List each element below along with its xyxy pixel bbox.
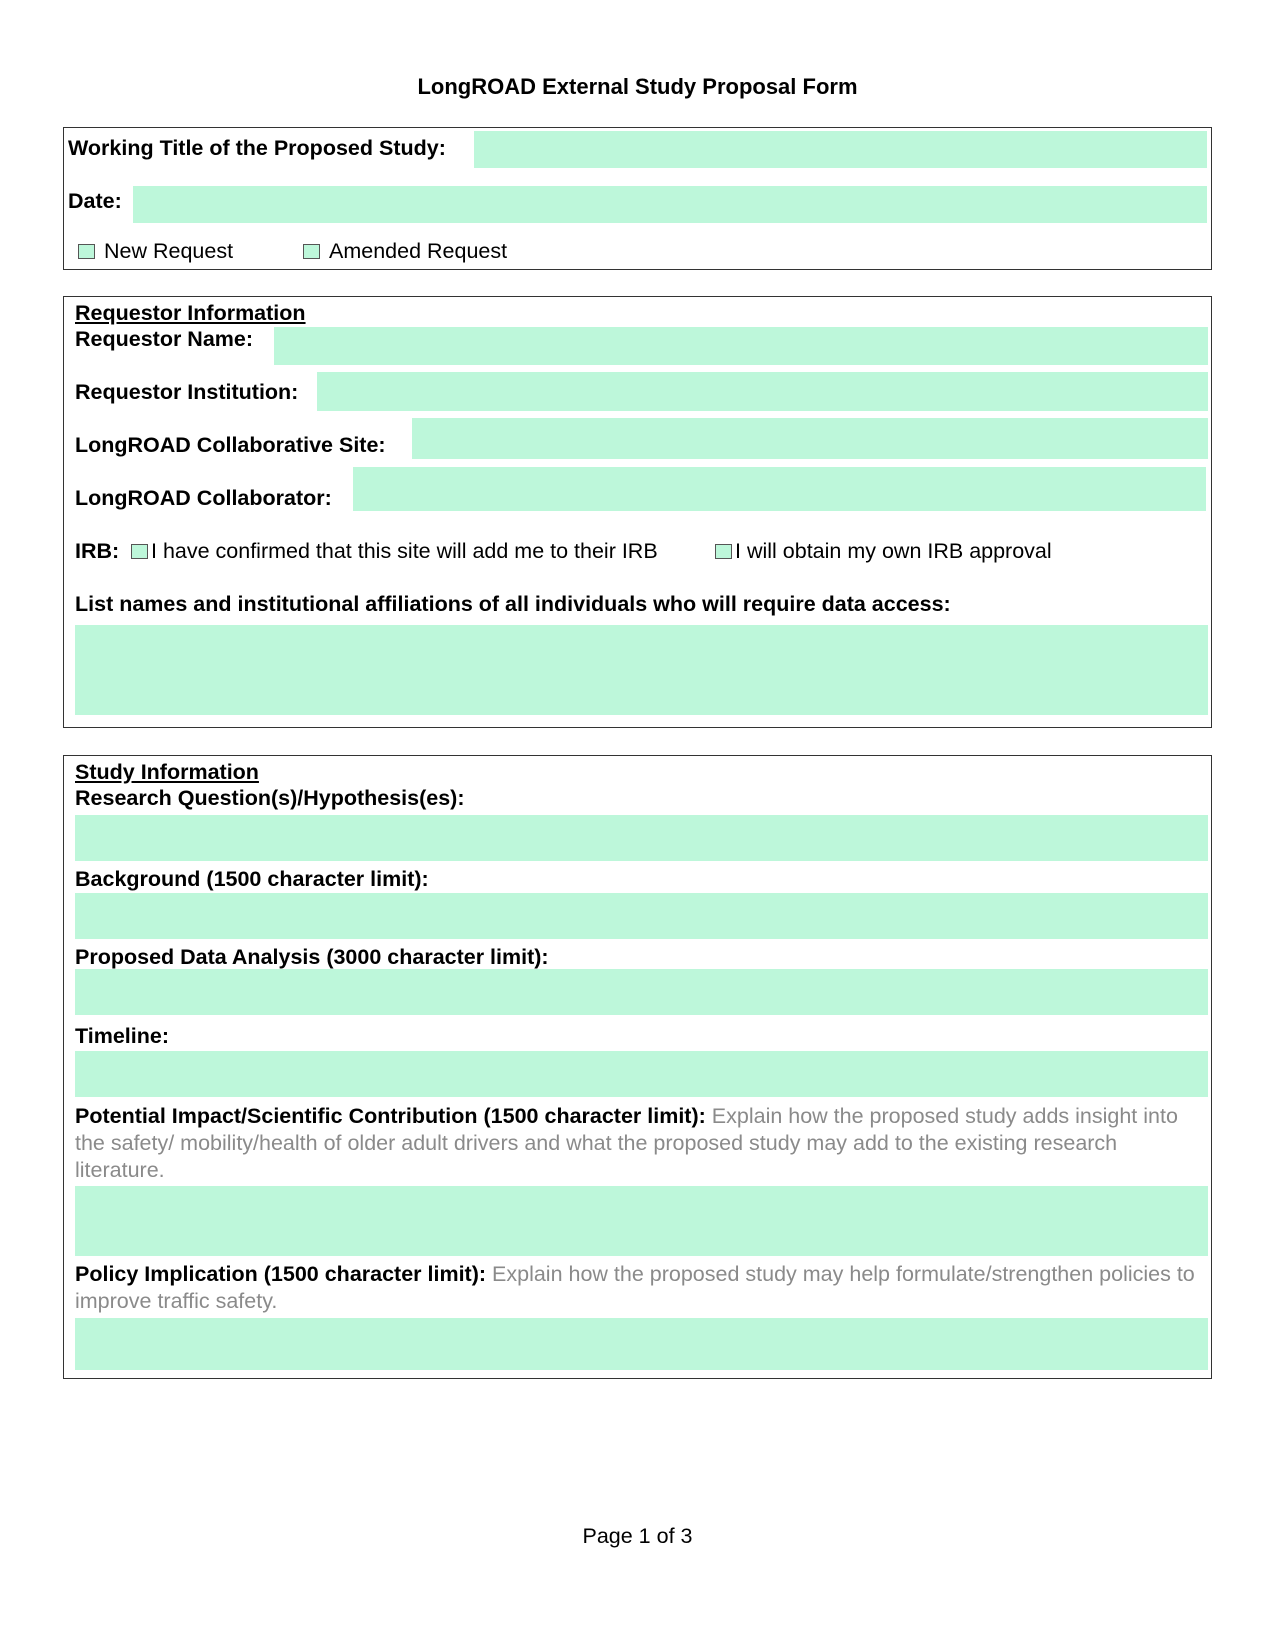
timeline-label: Timeline: [75, 1024, 169, 1048]
new-request-checkbox[interactable] [78, 244, 95, 259]
impact-field[interactable] [75, 1186, 1208, 1256]
research-question-field[interactable] [75, 815, 1208, 861]
policy-field[interactable] [75, 1318, 1208, 1370]
data-access-field[interactable] [75, 625, 1208, 715]
impact-description [75, 1103, 1195, 1184]
amended-request-label: Amended Request [329, 239, 508, 263]
irb-label: IRB: [75, 539, 120, 563]
date-label: Date: [68, 189, 122, 213]
irb-site-option-label: I have confirmed that this site will add me to their IRB [151, 539, 658, 563]
data-analysis-label: Proposed Data Analysis (3000 character limit): [75, 945, 549, 969]
header-box [63, 127, 1212, 270]
requestor-box [63, 296, 1212, 728]
data-analysis-field[interactable] [75, 969, 1208, 1015]
timeline-field[interactable] [75, 1051, 1208, 1097]
requestor-institution-label: Requestor Institution: [75, 380, 299, 404]
policy-label: Policy Implication (1500 character limit): [75, 1262, 487, 1286]
requestor-institution-field[interactable] [317, 372, 1208, 411]
study-box [63, 755, 1212, 1379]
policy-description [75, 1261, 1195, 1315]
irb-site-checkbox[interactable] [131, 544, 148, 559]
requestor-section-title: Requestor Information [75, 301, 306, 325]
collaborator-field[interactable] [353, 467, 1206, 511]
date-field[interactable] [133, 186, 1207, 223]
irb-own-checkbox[interactable] [715, 544, 732, 559]
working-title-field[interactable] [474, 131, 1207, 168]
new-request-label: New Request [104, 239, 234, 263]
requestor-name-label: Requestor Name: [75, 327, 254, 351]
impact-hint: Explain how the proposed study adds insight into the safety/ mobility/health of older adult drivers and what the proposed study may add to the existing research literature. [75, 1104, 1178, 1182]
data-access-label: List names and institutional affiliations of all individuals who will require data access: [75, 592, 951, 616]
collaborative-site-label: LongROAD Collaborative Site: [75, 433, 386, 457]
requestor-name-field[interactable] [274, 327, 1208, 365]
background-field[interactable] [75, 893, 1208, 939]
research-question-label: Research Question(s)/Hypothesis(es): [75, 786, 465, 810]
policy-hint: Explain how the proposed study may help formulate/strengthen policies to improve traffic safety. [75, 1262, 1195, 1313]
page-number: Page 1 of 3 [582, 1524, 693, 1548]
amended-request-checkbox[interactable] [303, 244, 320, 259]
irb-own-option-label: I will obtain my own IRB approval [735, 539, 1052, 563]
collaborator-label: LongROAD Collaborator: [75, 486, 332, 510]
impact-label: Potential Impact/Scientific Contribution (1500 character limit): [75, 1104, 706, 1128]
working-title-label: Working Title of the Proposed Study: [68, 136, 446, 160]
study-section-title: Study Information [75, 760, 259, 784]
form-title: LongROAD External Study Proposal Form [417, 74, 858, 99]
collaborative-site-field[interactable] [412, 418, 1208, 459]
background-label: Background (1500 character limit): [75, 867, 429, 891]
